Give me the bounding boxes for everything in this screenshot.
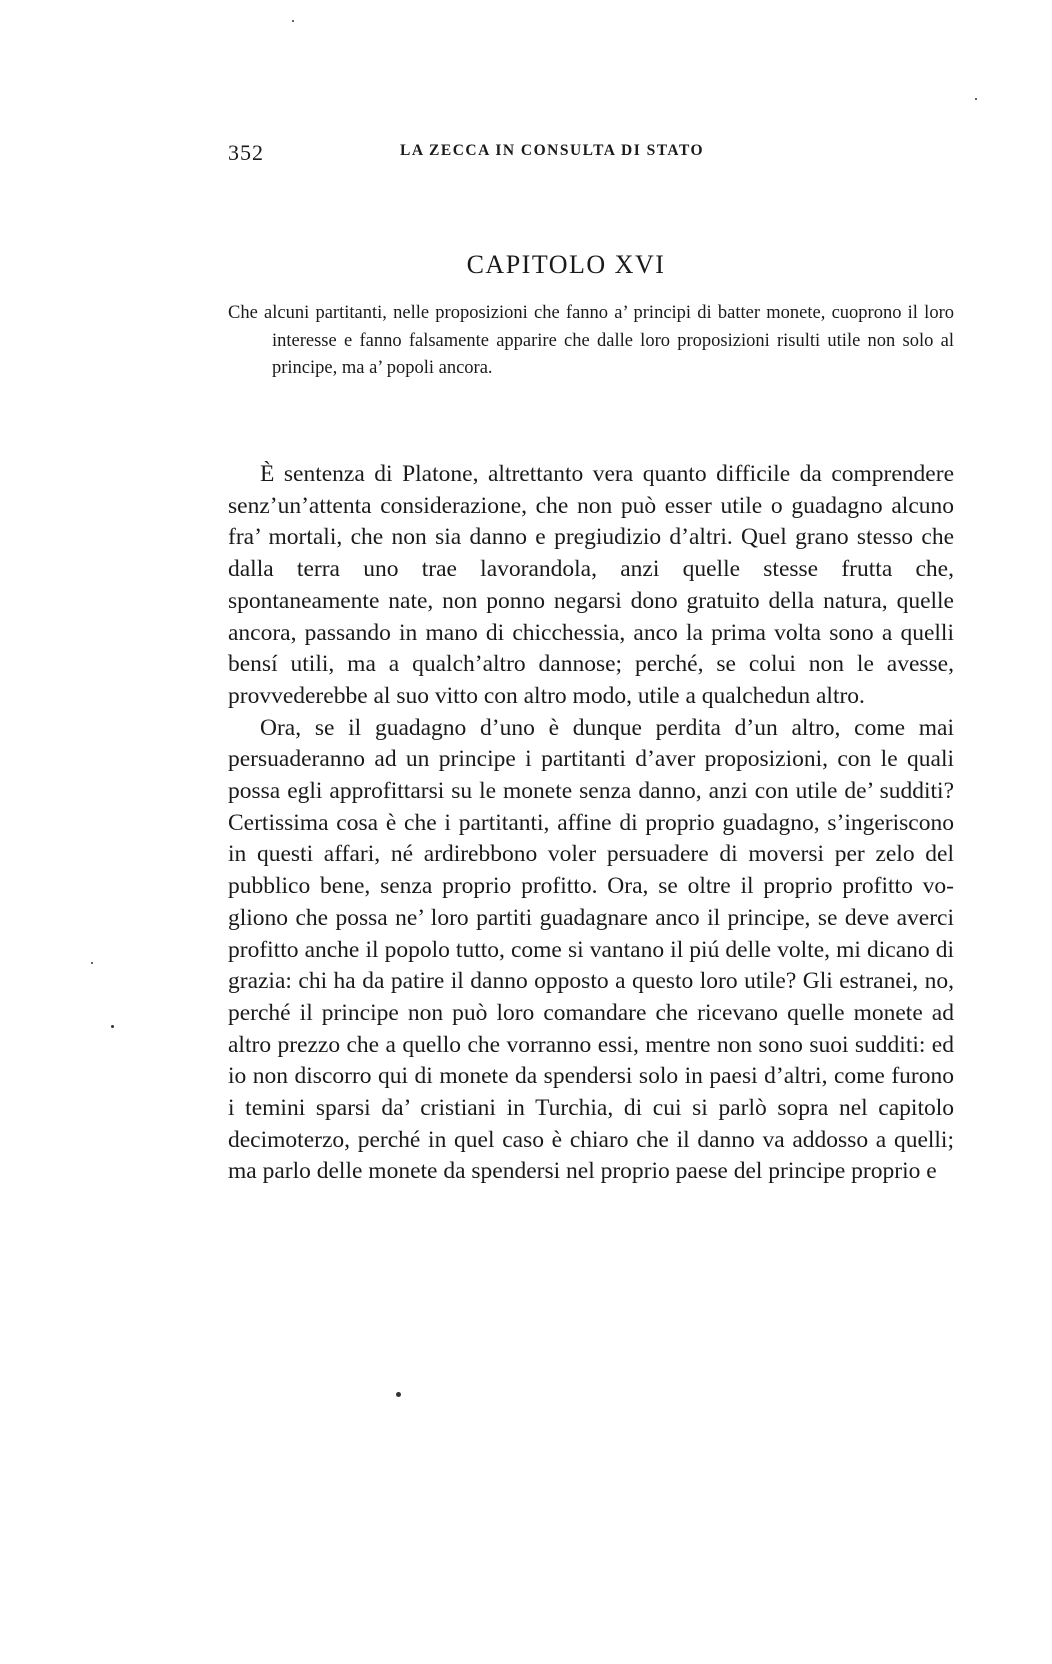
chapter-title: CAPITOLO XVI — [466, 250, 666, 279]
body-text — [228, 459, 954, 1188]
running-head — [228, 140, 954, 170]
paragraph: Ora, se il guadagno d’uno è dunque perdita d’un altro, come mai persuaderanno ad un principe i partitanti d’aver proposizioni, con le quali possa egli approfittarsi su le monete senza danno, anzi con utile de’ sudditi? Certissima cosa è che i partitanti, affine di proprio guadagno, s’ingeriscono in questi affari, né ardirebbono voler persuadere di moversi per zelo del pubblico bene, senza proprio profitto. Ora, se oltre il proprio profitto vogliono che possa ne’ loro partiti guadagnare anco il principe, se deve averci profitto anche il popolo tutto, come si vantano il piú delle volte, mi dicano di grazia: chi ha da patire il danno opposto a questo loro utile? Gli estranei, no, perché il principe non può loro comandare che ricevano quelle monete ad altro prezzo che a quello che vorranno essi, mentre non sono suoi sudditi: ed io non discorro qui di monete da spendersi solo in paesi d’altri, come furono i temini sparsi da’ cristiani in Turchia, di cui si parlò sopra nel capitolo decimoterzo, perché in quel caso è chiaro che il danno va addosso a quelli; ma parlo delle monete da spendersi nel proprio paese del principe proprio e — [228, 714, 954, 1185]
paragraph: È sentenza di Platone, altrettanto vera quanto difficile da comprendere senz’un’attenta considerazione, che non può esser utile o guadagno alcuno fra’ mortali, che non sia danno e pregiudizio d’altri. Quel grano stesso che dalla terra uno trae lavorandola, anzi quelle stesse frutta che, spontaneamente nate, non ponno negarsi dono gratuito della natura, quelle ancora, passando in mano di chicchessia, anco la prima volta sono a quelli bensí utili, ma a qualch’altro dannose; perché, se colui non le avesse, provvederebbe al suo vitto con altro modo, utile a qualchedun altro. — [228, 461, 954, 709]
chapter-argument: Che alcuni partitanti, nelle proposizioni che fanno a’ principi di batter monete, cuoprono il loro interesse e fanno falsamente apparire che dalle loro proposizioni risulti utile non solo al principe, ma a’ popoli ancora. — [228, 303, 954, 378]
scan-speck — [111, 1025, 114, 1028]
scan-speck — [975, 98, 977, 100]
scan-speck — [292, 20, 294, 22]
running-title: LA ZECCA IN CONSULTA DI STATO — [400, 142, 705, 159]
scan-speck — [396, 1392, 401, 1397]
page-number: 352 — [228, 140, 264, 165]
scan-speck — [91, 962, 93, 964]
